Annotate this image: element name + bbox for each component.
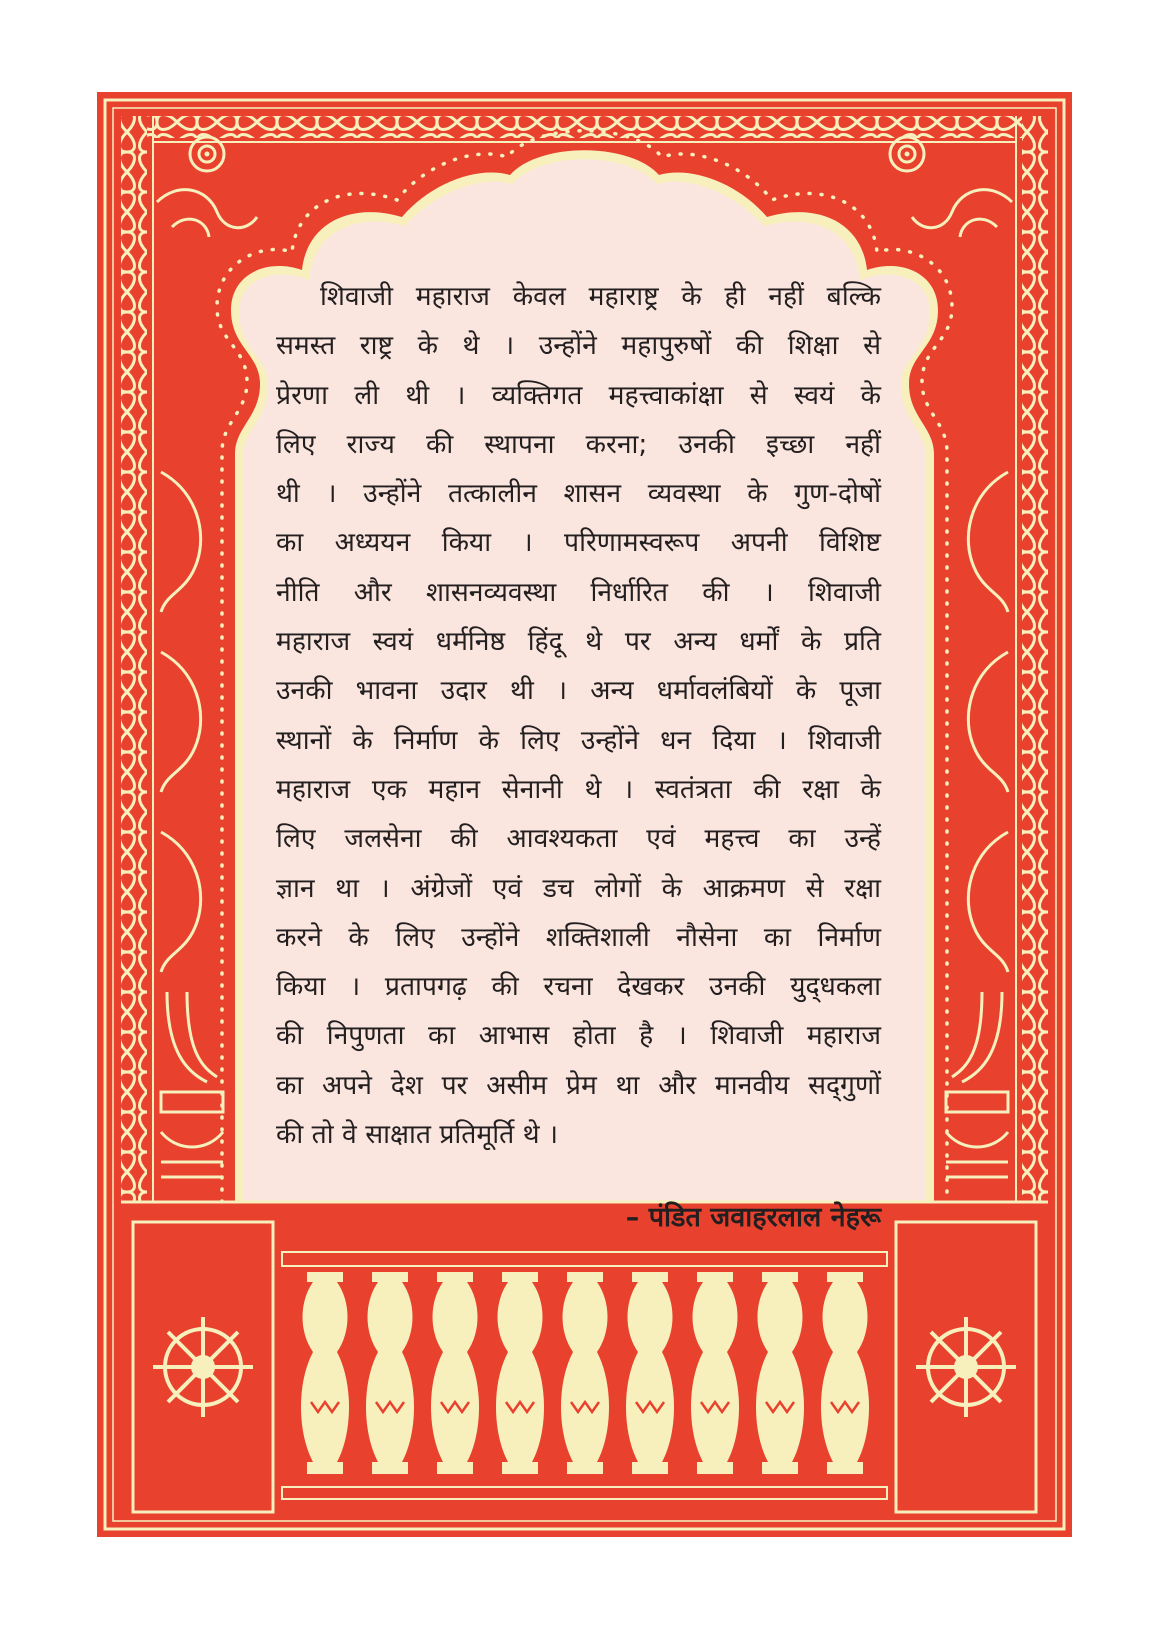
- quote-line: उनकी भावना उदार थी । अन्य धर्मावलंबियों के पूजा: [276, 675, 881, 707]
- quote-line: किया । प्रतापगढ़ की रचना देखकर उनकी युद्‌धकला: [276, 971, 881, 1003]
- quote-line: थी । उन्होंने तत्कालीन शासन व्यवस्था के गुण-दोषों: [276, 478, 881, 510]
- quote-line: का अपने देश पर असीम प्रेम था और मानवीय सद्‌गुणों: [276, 1069, 881, 1101]
- quote-line: की निपुणता का आभास होता है । शिवाजी महाराज: [276, 1020, 881, 1052]
- quote-attribution: – पंडित जवाहरलाल नेहरू: [625, 1202, 881, 1233]
- quote-line: का अध्ययन किया । परिणामस्वरूप अपनी विशिष्ट: [276, 527, 881, 559]
- quote-line: महाराज स्वयं धर्मनिष्ठ हिंदू थे पर अन्य धर्मों के प्रति: [276, 626, 881, 658]
- quote-line: स्थानों के निर्माण के लिए उन्होंने धन दिया । शिवाजी: [276, 724, 881, 756]
- quote-line: महाराज एक महान सेनानी थे । स्वतंत्रता की रक्षा के: [276, 773, 881, 805]
- right-rope-border: [1022, 116, 1048, 1256]
- quote-line: प्रेरणा ली थी । व्यक्तिगत महत्त्वाकांक्षा से स्वयं के: [276, 379, 881, 411]
- quote-line: समस्त राष्ट्र के थे । उन्होंने महापुरुषों की शिक्षा से: [276, 330, 881, 362]
- quote-line: की तो वे साक्षात प्रतिमूर्ति थे ।: [276, 1119, 559, 1151]
- quote-line: शिवाजी महाराज केवल महाराष्ट्र के ही नहीं बल्कि: [320, 281, 881, 312]
- top-rope-border: [147, 116, 1022, 138]
- quote-line: ज्ञान था । अंग्रेजों एवं डच लोगों के आक्रमण से रक्षा: [276, 872, 881, 904]
- baluster-railing-icon: [301, 1272, 869, 1474]
- quote-line: नीति और शासनव्यवस्था निर्धारित की । शिवाजी: [276, 576, 881, 608]
- chakra-wheel-icon: [916, 1317, 1016, 1417]
- quote-line: लिए जलसेना की आवश्यकता एवं महत्त्व का उन्हें: [276, 823, 881, 855]
- chakra-wheel-icon: [153, 1317, 253, 1417]
- quote-paragraph: [276, 272, 881, 1159]
- quote-line: लिए राज्य की स्थापना करना; उनकी इच्छा नहीं: [276, 428, 881, 460]
- left-rope-border: [121, 116, 147, 1256]
- quote-line: करने के लिए उन्होंने शक्तिशाली नौसेना का निर्माण: [276, 921, 881, 953]
